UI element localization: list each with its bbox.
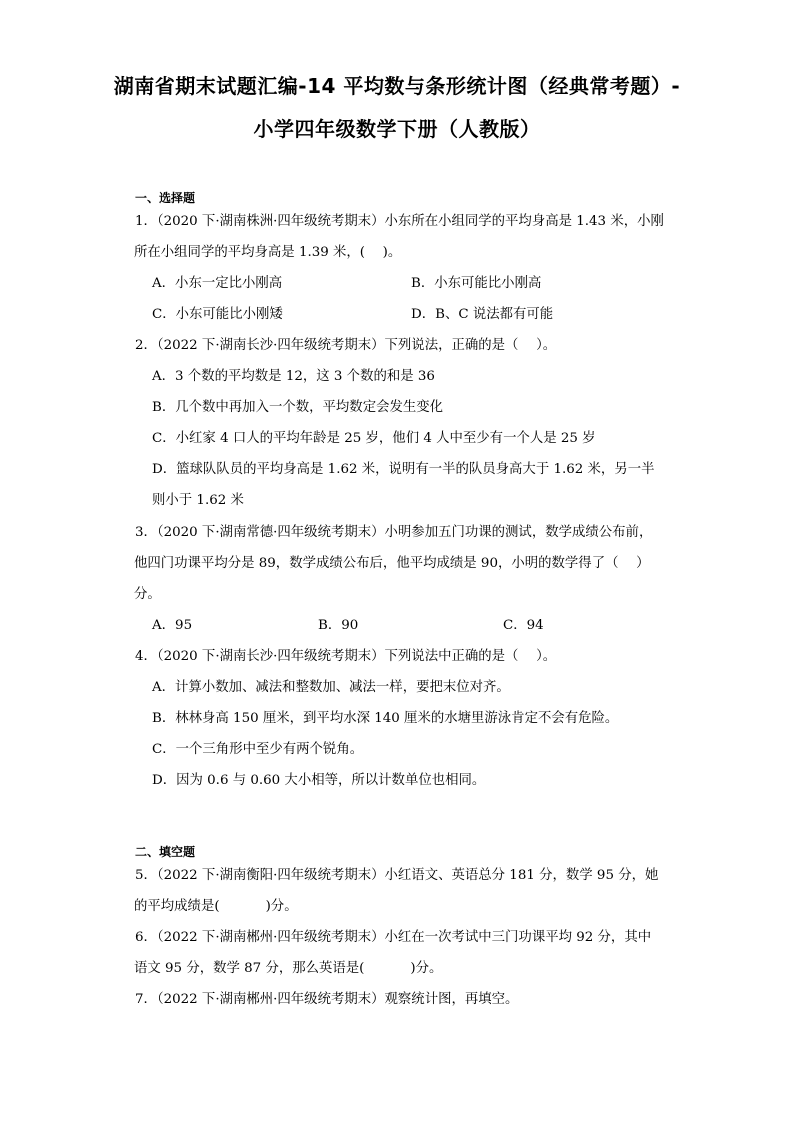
question-1-option-b: B．小东可能比小刚高 — [411, 276, 542, 291]
question-4-option-a: A．计算小数加、减法和整数加、减法一样，要把末位对齐。 — [152, 680, 510, 695]
question-3-stem-cont-1: 他四门功课平均分是 89，数学成绩公布后，他平均成绩是 90，小明的数学得了（ ） — [134, 556, 650, 571]
question-2-option-d-cont: 则小于 1.62 米 — [152, 493, 244, 508]
question-3-option-c: C．94 — [503, 618, 544, 633]
question-3-option-b: B．90 — [318, 618, 359, 633]
question-2-option-a: A．3 个数的平均数是 12，这 3 个数的和是 36 — [152, 369, 435, 384]
section-heading-fill: 二、填空题 — [135, 845, 196, 859]
question-2-option-d: D．篮球队队员的平均身高是 1.62 米，说明有一半的队员身高大于 1.62 米，另一半 — [152, 462, 655, 477]
question-2-option-c: C．小红家 4 口人的平均年龄是 25 岁，他们 4 人中至少有一个人是 25 岁 — [152, 431, 596, 446]
question-6-stem-cont — [134, 960, 442, 978]
question-6-stem: 6．（2022 下·湖南郴州·四年级统考期末）小红在一次考试中三门功课平均 92 分，其中 — [135, 930, 652, 945]
question-5-stem: 5．（2022 下·湖南衡阳·四年级统考期末）小红语文、英语总分 181 分，数学 95 分，她 — [135, 868, 659, 883]
question-4-option-c: C．一个三角形中至少有两个锐角。 — [152, 742, 364, 757]
question-4-option-b: B．林林身高 150 厘米，到平均水深 140 厘米的水塘里游泳肯定不会有危险。 — [152, 711, 619, 726]
question-6-text-after-blank: )分。 — [410, 961, 443, 976]
question-5-text-after-blank: )分。 — [265, 899, 298, 914]
question-4-stem: 4．（2020 下·湖南长沙·四年级统考期末）下列说法中正确的是（ ）。 — [135, 649, 557, 664]
question-1-stem-cont: 所在小组同学的平均身高是 1.39 米，( )。 — [134, 245, 402, 260]
question-1-stem: 1．（2020 下·湖南株洲·四年级统考期末）小东所在小组同学的平均身高是 1.43 米，小刚 — [135, 214, 664, 229]
question-5-stem-cont — [134, 898, 298, 916]
question-1-option-a: A．小东一定比小刚高 — [152, 276, 283, 291]
question-5-text-before-blank: 的平均成绩是( — [134, 899, 220, 914]
question-1-option-d: D．B、C 说法都有可能 — [411, 307, 554, 322]
question-3-stem: 3．（2020 下·湖南常德·四年级统考期末）小明参加五门功课的测试，数学成绩公布前， — [135, 525, 653, 540]
question-2-option-b: B．几个数中再加入一个数，平均数定会发生变化 — [152, 400, 444, 415]
question-3-stem-cont-2: 分。 — [134, 587, 161, 602]
section-heading-choice: 一、选择题 — [135, 191, 196, 205]
question-6-text-before-blank: 语文 95 分，数学 87 分，那么英语是( — [134, 961, 365, 976]
question-1-option-c: C．小东可能比小刚矮 — [152, 307, 283, 322]
document-title-line-1: 湖南省期末试题汇编-14 平均数与条形统计图（经典常考题）- — [113, 74, 681, 98]
document-title-line-2: 小学四年级数学下册（人教版） — [253, 117, 541, 141]
question-3-option-a: A．95 — [152, 618, 193, 633]
question-2-stem: 2．（2022 下·湖南长沙·四年级统考期末）下列说法，正确的是（ ）。 — [135, 338, 557, 353]
question-4-option-d: D．因为 0.6 与 0.60 大小相等，所以计数单位也相同。 — [152, 773, 486, 788]
question-7-stem: 7．（2022 下·湖南郴州·四年级统考期末）观察统计图，再填空。 — [135, 992, 519, 1007]
